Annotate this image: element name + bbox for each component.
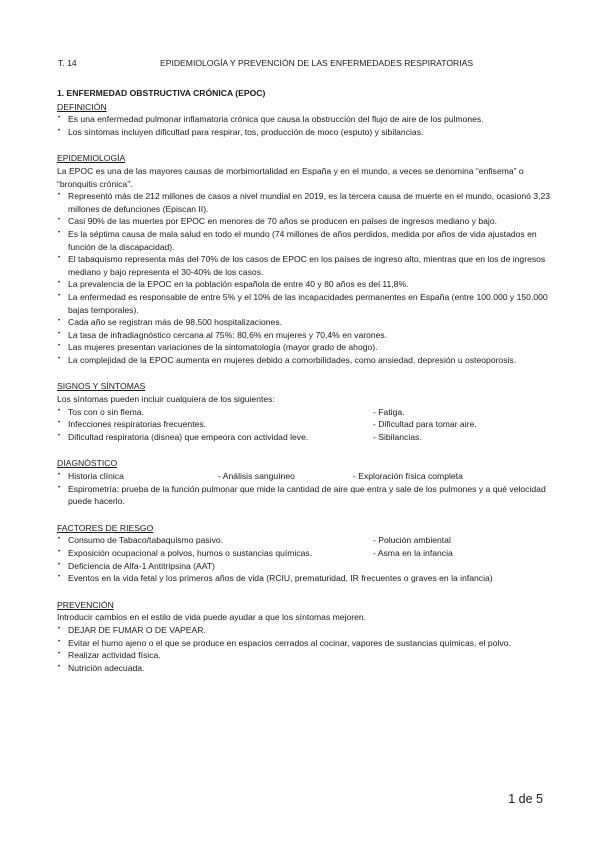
page-content xyxy=(57,87,562,674)
symptom-right: - Sibilancias. xyxy=(373,431,422,442)
list-item xyxy=(57,547,562,560)
list-item: • La tasa de infradiagnóstico cercana al 75%: 80,6% en mujeres y 70,4% en varones. xyxy=(57,329,562,342)
signos-list xyxy=(57,406,562,444)
definicion-title: DEFINICIÓN xyxy=(57,101,107,112)
epidemiologia-title: EPIDEMIOLOGÍA xyxy=(57,153,126,164)
list-item: • Deficiencia de Alfa-1 Antitripsina (AAT) xyxy=(57,560,562,573)
prevencion-intro: Introducir cambios en el estilo de vida puede ayudar a que los síntomas mejoren. xyxy=(57,612,367,623)
document-title: EPIDEMIOLOGÍA Y PREVENCIÓN DE LAS ENFERMEDADES RESPIRATORIAS xyxy=(160,58,474,68)
list-item: • La enfermedad es responsable de entre 5% y el 10% de las incapacidades permanentes en España (entre 100.000 y 150.000 bajas temporales). xyxy=(57,291,562,316)
symptom-right: - Fatiga. xyxy=(373,406,405,417)
section-heading: 1. ENFERMEDAD OBSTRUCTIVA CRÓNICA (EPOC) xyxy=(57,88,266,98)
list-item: • Los síntomas incluyen dificultad para respirar, tos, producción de moco (esputo) y sibilancias. xyxy=(57,126,562,139)
factores-title: FACTORES DE RIESGO xyxy=(57,522,154,533)
risk-left: • Consumo de Tabaco/tabaquismo pasivo. xyxy=(68,535,224,546)
diagnostic-method: - Exploración física completa xyxy=(353,471,463,482)
list-item: • Representó más de 212 millones de casos a nivel mundial en 2019, es la tercera causa de muerte en el mundo, ocasionó 3,23 millones de defunciones (Episcan II). xyxy=(57,190,562,215)
list-item: • Espirometría: prueba de la función pulmonar que mide la cantidad de aire que entra y sale de los pulmones y a qué velocidad puede hacerlo. xyxy=(57,483,562,508)
list-item: • Cada año se registran más de 98.500 hospitalizaciones. xyxy=(57,316,562,329)
symptom-left: • Infecciones respiratorias frecuentes. xyxy=(68,419,207,430)
symptom-left: • Dificultad respiratoria (disnea) que empeora con actividad leve. xyxy=(68,431,309,442)
list-item: • Casi 90% de las muertes por EPOC en menores de 70 años se producen en países de ingresos mediano y bajo. xyxy=(57,215,562,228)
list-item: • La prevalencia de la EPOC en la población española de entre 40 y 80 años es del 11,8%. xyxy=(57,278,562,291)
list-item: • Es la séptima causa de mala salud en todo el mundo (74 millones de años perdidos, medida por años de vida ajustados en función de la discapacidad). xyxy=(57,228,562,253)
diagnostic-method: - Análisis sanguíneo xyxy=(218,471,295,482)
symptom-left: • Tos con o sin flema. xyxy=(68,406,144,417)
list-item xyxy=(57,406,562,419)
epidemiologia-list xyxy=(57,190,562,366)
list-item: • Evitar el humo ajeno o el que se produce en espacios cerrados al cocinar, vapores de sustancias químicas, el polvo. xyxy=(57,637,562,650)
list-item: • El tabaquismo representa más del 70% de los casos de EPOC en los países de ingreso alto, mientras que en los de ingresos mediano y bajo representa el 30-40% de los casos. xyxy=(57,253,562,278)
epidemiologia-intro: La EPOC es una de las mayores causas de morbimortalidad en España y en el mundo, a veces se denomina “enfisema” o “bronquitis crónica”. xyxy=(57,165,524,189)
diagnostico-list xyxy=(57,470,562,508)
list-item: • DEJAR DE FUMAR O DE VAPEAR. xyxy=(57,624,562,637)
list-item: • Las mujeres presentan variaciones de la sintomatología (mayor grado de ahogo). xyxy=(57,341,562,354)
prevencion-title: PREVENCIÓN xyxy=(57,599,114,610)
list-item: • Es una enfermedad pulmonar inflamatoria crónica que causa la obstrucción del flujo de aire de los pulmones. xyxy=(57,113,562,126)
page-number: 1 de 5 xyxy=(508,792,543,806)
list-item xyxy=(57,534,562,547)
definicion-list xyxy=(57,113,562,138)
page-header xyxy=(58,58,559,70)
prevencion-list xyxy=(57,624,562,674)
signos-title: SIGNOS Y SÍNTOMAS xyxy=(57,381,146,392)
topic-number: T. 14 xyxy=(58,58,77,68)
symptom-right: - Dificultad para tomar aire. xyxy=(373,419,477,430)
list-item xyxy=(57,470,562,483)
list-item: • La complejidad de la EPOC aumenta en mujeres debido a comorbilidades, como ansiedad, depresión u osteoporosis. xyxy=(57,354,562,367)
risk-right: - Asma en la infancia xyxy=(373,548,453,558)
diagnostico-title: DIAGNÓSTICO xyxy=(57,458,118,469)
list-item: • Realizar actividad física. xyxy=(57,649,562,662)
risk-right: - Polución ambiental xyxy=(373,535,451,546)
factores-list xyxy=(57,534,562,584)
signos-intro: Los síntomas pueden incluir cualquiera de los siguientes: xyxy=(57,394,275,405)
list-item: • Eventos en la vida fetal y los primeros años de vida (RCIU, prematuridad, IR frecuentes o graves en la infancia) xyxy=(57,572,562,585)
list-item xyxy=(57,431,562,444)
list-item: • Nutrición adecuada. xyxy=(57,662,562,675)
diagnostic-method: • Historia clínica xyxy=(68,471,124,482)
list-item xyxy=(57,418,562,431)
risk-left: • Exposición ocupacional a polvos, humos o sustancias químicas. xyxy=(68,548,313,558)
